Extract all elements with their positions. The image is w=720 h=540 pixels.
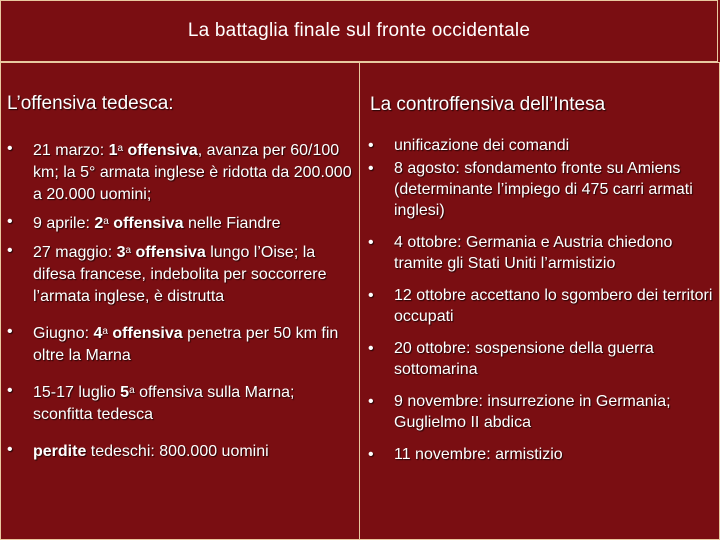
- list-item: • 4 ottobre: Germania e Austria chiedono tramite gli Stati Uniti l’armistizio: [368, 234, 673, 272]
- slide-title: La battaglia finale sul fronte occidentale: [187, 20, 531, 41]
- bullet-icon: •: [7, 441, 13, 458]
- slide-title-box: [0, 0, 718, 62]
- list-item: • 20 ottobre: sospensione della guerra sottomarina: [368, 340, 654, 378]
- list-item: • 27 maggio: 3$^a$ offensiva lungo l’Oise; la difesa francese, indebolita per soccorrere l’armata inglese, è distrutta: [7, 242, 327, 305]
- bullet-icon: •: [7, 242, 13, 259]
- right-list: [368, 135, 713, 476]
- bullet-icon: •: [368, 393, 374, 410]
- left-heading: L’offensiva tedesca:: [7, 93, 174, 114]
- list-item: • perdite tedeschi: 800.000 uomini: [7, 441, 269, 460]
- list-item: • 21 marzo: 1$^a$ offensiva, avanza per 60/100 km; la 5° armata inglese è ridotta da 200.000 a 20.000 uomini;: [7, 140, 352, 203]
- list-item: • Giugno: 4$^a$ offensiva penetra per 50 km fin oltre la Marna: [7, 323, 339, 364]
- list-item: • unificazione dei comandi: [368, 137, 570, 154]
- bullet-icon: •: [7, 213, 13, 230]
- list-item: • 11 novembre: armistizio: [368, 446, 563, 463]
- list-item: • 9 novembre: insurrezione in Germania; Guglielmo II abdica: [368, 393, 671, 431]
- list-item: • 9 aprile: 2$^a$ offensiva nelle Fiandre: [7, 213, 281, 232]
- left-column: [0, 62, 360, 540]
- bullet-icon: •: [7, 140, 13, 157]
- left-list: [7, 138, 357, 468]
- bullet-icon: •: [368, 446, 374, 463]
- bullet-icon: •: [368, 234, 374, 251]
- bullet-icon: •: [368, 137, 374, 154]
- bullet-icon: •: [7, 382, 13, 399]
- right-column: [359, 62, 720, 540]
- bullet-icon: •: [368, 340, 374, 357]
- bullet-icon: •: [368, 160, 374, 177]
- list-item: • 8 agosto: sfondamento fronte su Amiens (determinante l’impiego di 475 carri armati inglesi): [368, 160, 693, 219]
- bullet-icon: •: [368, 287, 374, 304]
- list-item: • 15-17 luglio 5$^a$ offensiva sulla Marna; sconfitta tedesca: [7, 382, 295, 423]
- right-heading: La controffensiva dell’Intesa: [370, 94, 606, 115]
- list-item: • 12 ottobre accettano lo sgombero dei territori occupati: [368, 287, 713, 325]
- bullet-icon: •: [7, 323, 13, 340]
